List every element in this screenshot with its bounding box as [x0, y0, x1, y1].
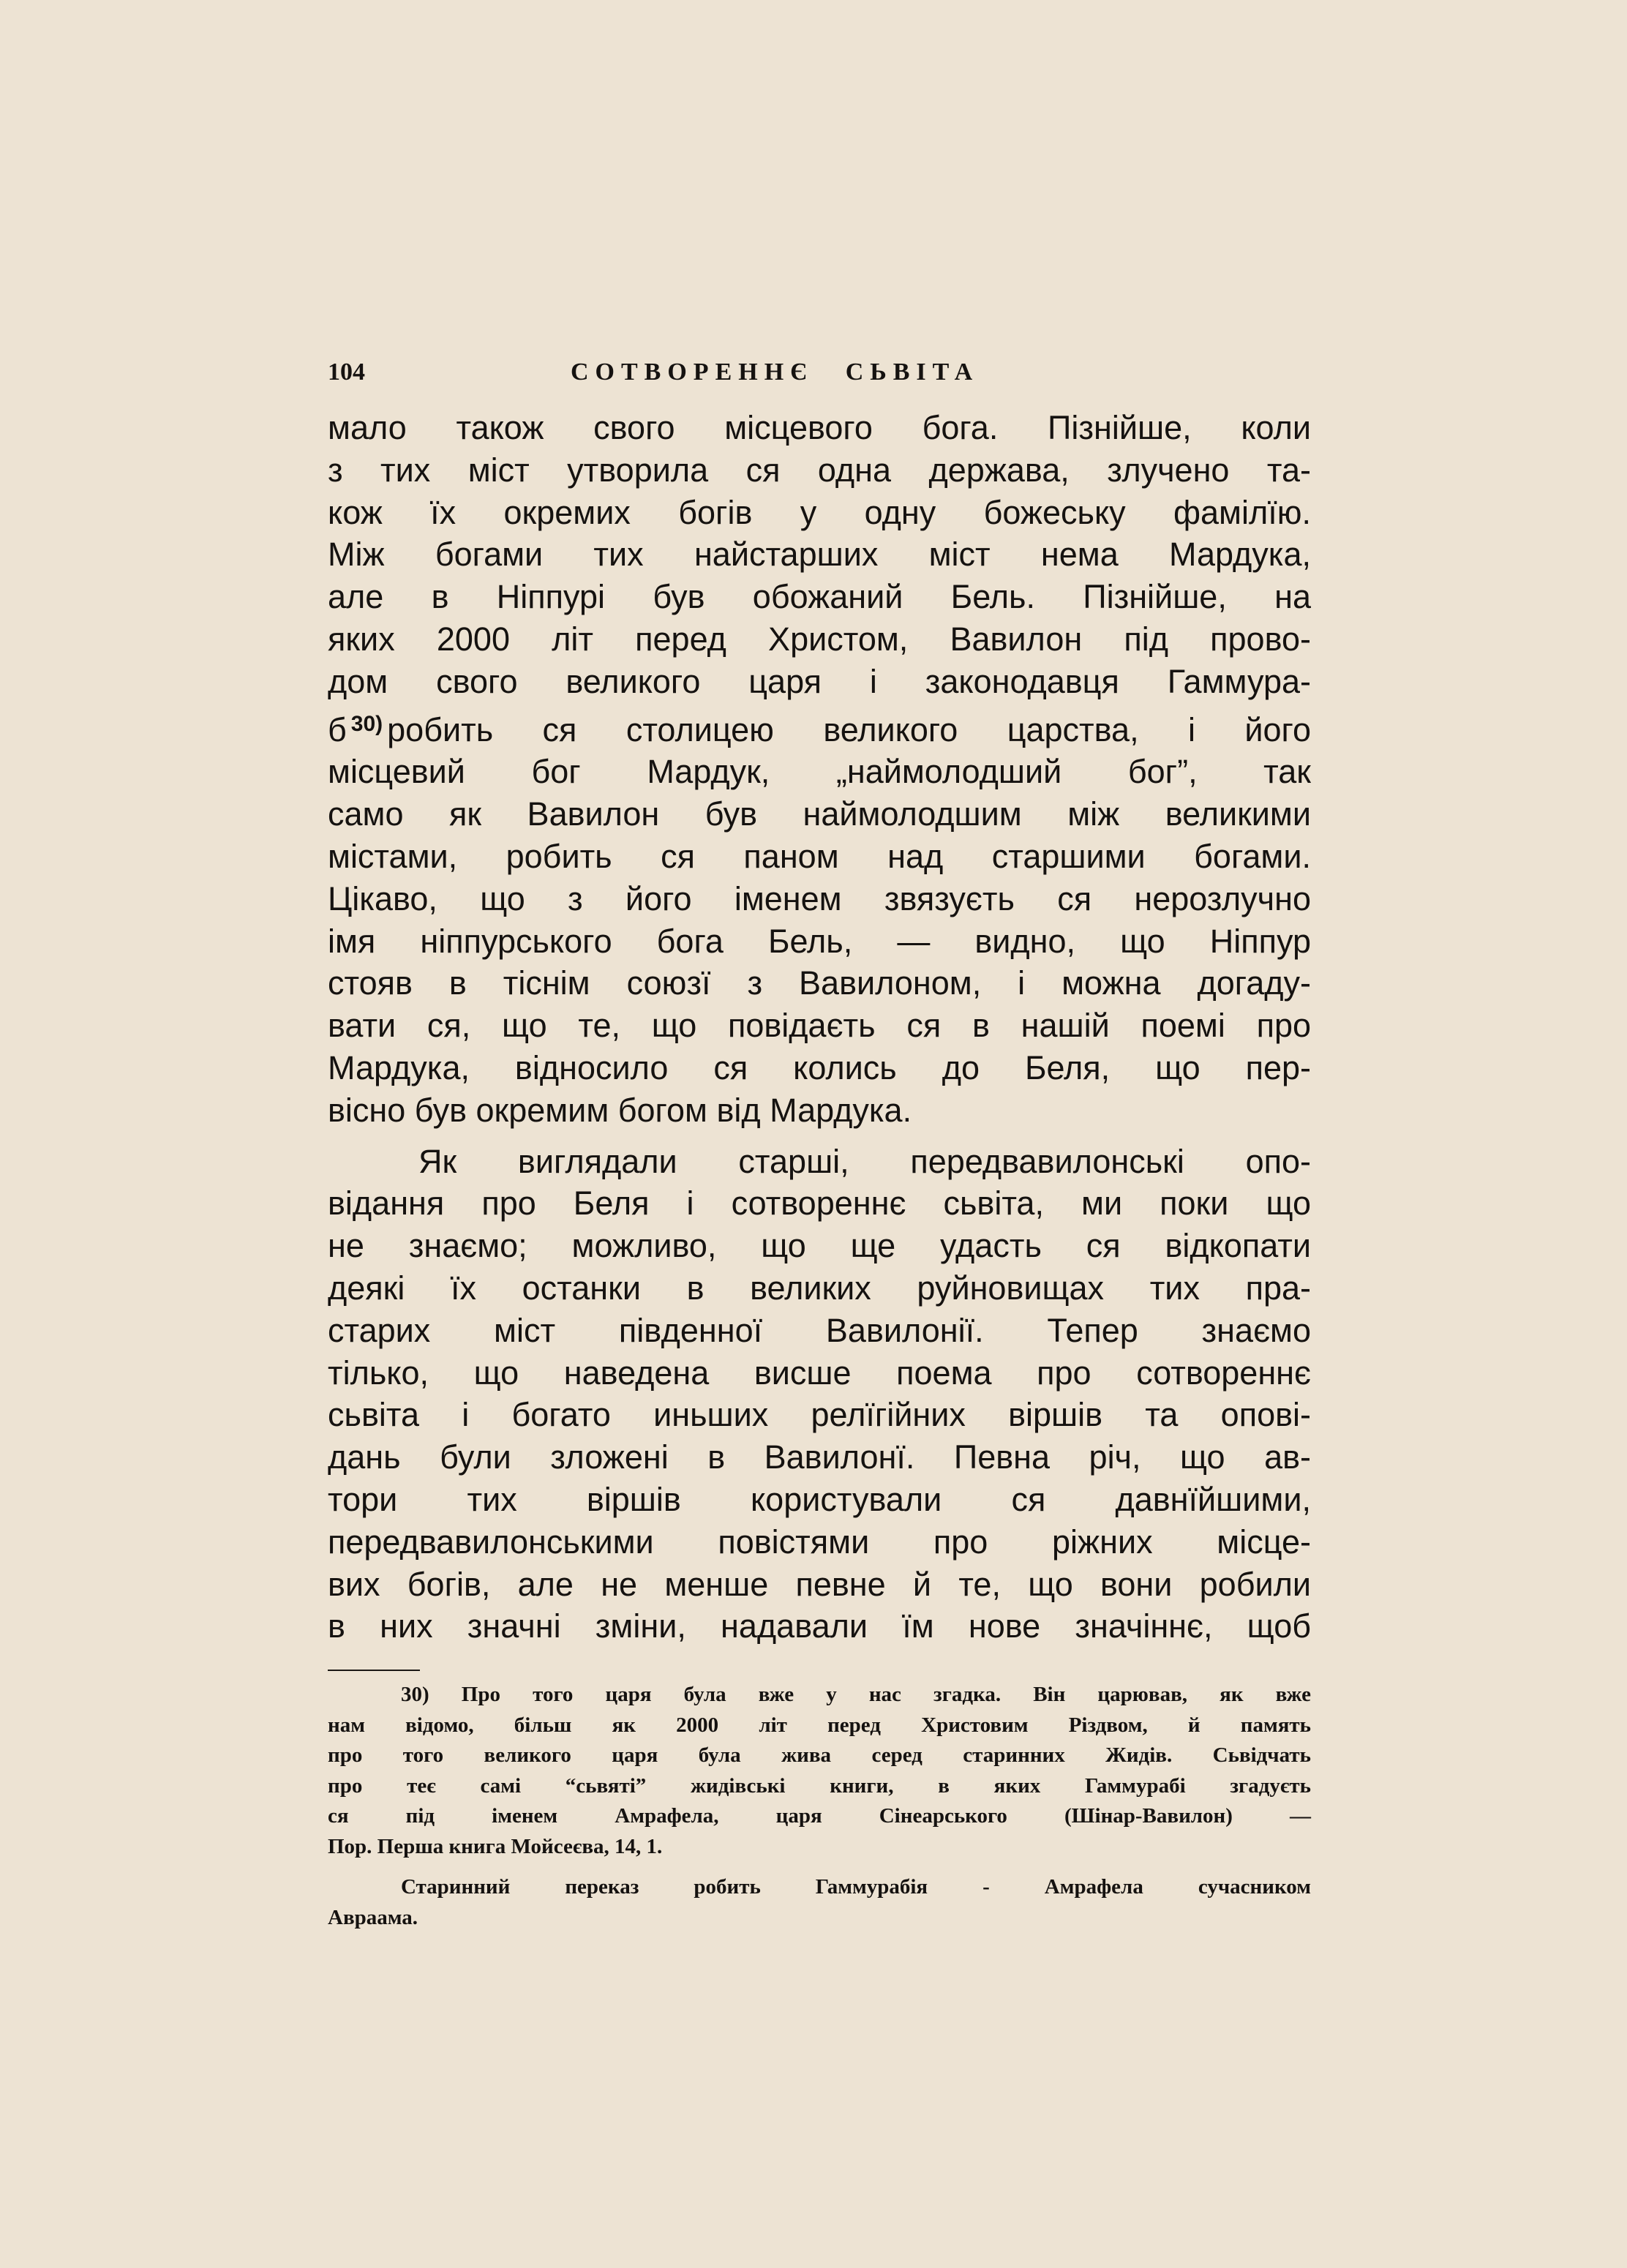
text-line: Мардука, відносило ся колись до Беля, що пер-	[328, 1048, 1311, 1086]
main-text	[328, 407, 1311, 1648]
text-line: відання про Беля і сотвореннє сьвіта, ми поки що	[328, 1184, 1311, 1223]
text-line: дань були зложені в Вавилонї. Певна річ, що ав-	[328, 1438, 1311, 1476]
footnote-line: Авраама.	[328, 1905, 418, 1929]
footnotes	[328, 1680, 1311, 1933]
footnote-line: 30) Про того царя була вже у нас згадка. Він царював, як вже	[401, 1683, 1311, 1707]
text-line: дом свого великого царя і законодавця Гаммура-	[328, 662, 1311, 700]
text-line: імя ніппурського бога Бель, — видно, що Ніппур	[328, 922, 1311, 960]
text-line: вати ся, що те, що повідаєть ся в нашій поемі про	[328, 1007, 1311, 1045]
text-line: але в Ніппурі був обожаний Бель. Пізнійше, на	[328, 578, 1311, 616]
text-line: передвавилонськими повістями про ріжних місце-	[328, 1522, 1311, 1561]
text-line: мало також свого місцевого бога. Пізнійше, коли	[328, 409, 1311, 446]
text-line: старих міст південної Вавилонії. Тепер знаємо	[328, 1311, 1311, 1349]
text-line: Цікаво, що з його іменем звязуєть ся нерозлучно	[328, 879, 1311, 917]
footnote-line: про теє самі “сьвяті” жидівські книги, в яких Гаммурабі згадуєть	[328, 1773, 1311, 1798]
footnote-reference: 30)	[350, 711, 383, 736]
text-fragment: робить ся столицею великого царства, і його	[387, 710, 1311, 748]
text-line: само як Вавилон був наймолодшим між великими	[328, 795, 1311, 833]
footnote-line: про того великого царя була жива серед старинних Жидів. Сьвідчать	[328, 1743, 1311, 1768]
text-line: Між богами тих найстарших міст нема Мардука,	[328, 536, 1311, 574]
word-fragment: б	[328, 710, 347, 748]
running-head	[328, 344, 1311, 395]
text-line: містами, робить ся паном над старшими богами.	[328, 837, 1311, 875]
text-line: вих богів, але не менше певне й те, що вони робили	[328, 1565, 1311, 1603]
footnote-line: нам відомо, більш як 2000 літ перед Христовим Різдвом, й память	[328, 1713, 1311, 1737]
text-line: сьвіта і богато иньших релїгійних віршів та опові-	[328, 1396, 1311, 1434]
text-line: місцевий бог Мардук, „наймолодший бог”, так	[328, 753, 1311, 791]
text-line: вісно був окремим богом від Мардука.	[328, 1091, 912, 1129]
text-line-with-footnote-ref	[328, 703, 1311, 751]
footnote-line: Старинний переказ робить Гаммурабія - Амрафела сучасником	[401, 1875, 1311, 1899]
footnote-line: Пор. Перша книга Мойсеєва, 14, 1.	[328, 1834, 663, 1858]
text-line: тілько, що наведена висше поема про сотвореннє	[328, 1353, 1311, 1392]
text-line: Як виглядали старші, передвавилонські опо-	[418, 1142, 1311, 1180]
text-line: деякі їх останки в великих руйновищах тих пра-	[328, 1269, 1311, 1307]
text-line: не знаємо; можливо, що ще удасть ся відкопати	[328, 1227, 1311, 1265]
text-line: в них значні зміни, надавали їм нове значіннє, щоб	[328, 1607, 1311, 1645]
footnote-break	[328, 1862, 1311, 1872]
running-title: СОТВОРЕННЄ СЬВІТА	[571, 358, 980, 386]
text-line: тори тих віршів користували ся давнїйшими,	[328, 1480, 1311, 1518]
book-page	[328, 344, 1311, 1933]
text-line: стояв в тіснім союзї з Вавилоном, і можна догаду-	[328, 964, 1311, 1002]
footnote-separator	[328, 1670, 420, 1671]
text-line: з тих міст утворила ся одна держава, злучено та-	[328, 451, 1311, 489]
page-number: 104	[328, 358, 365, 386]
text-line: яких 2000 літ перед Христом, Вавилон під прово-	[328, 620, 1311, 658]
paragraph-break	[328, 1132, 1311, 1141]
footnote-line: ся під іменем Амрафела, царя Сінеарського (Шінар-Вавилон) —	[328, 1804, 1311, 1828]
text-line: кож їх окремих богів у одну божеську фамілїю.	[328, 493, 1311, 531]
